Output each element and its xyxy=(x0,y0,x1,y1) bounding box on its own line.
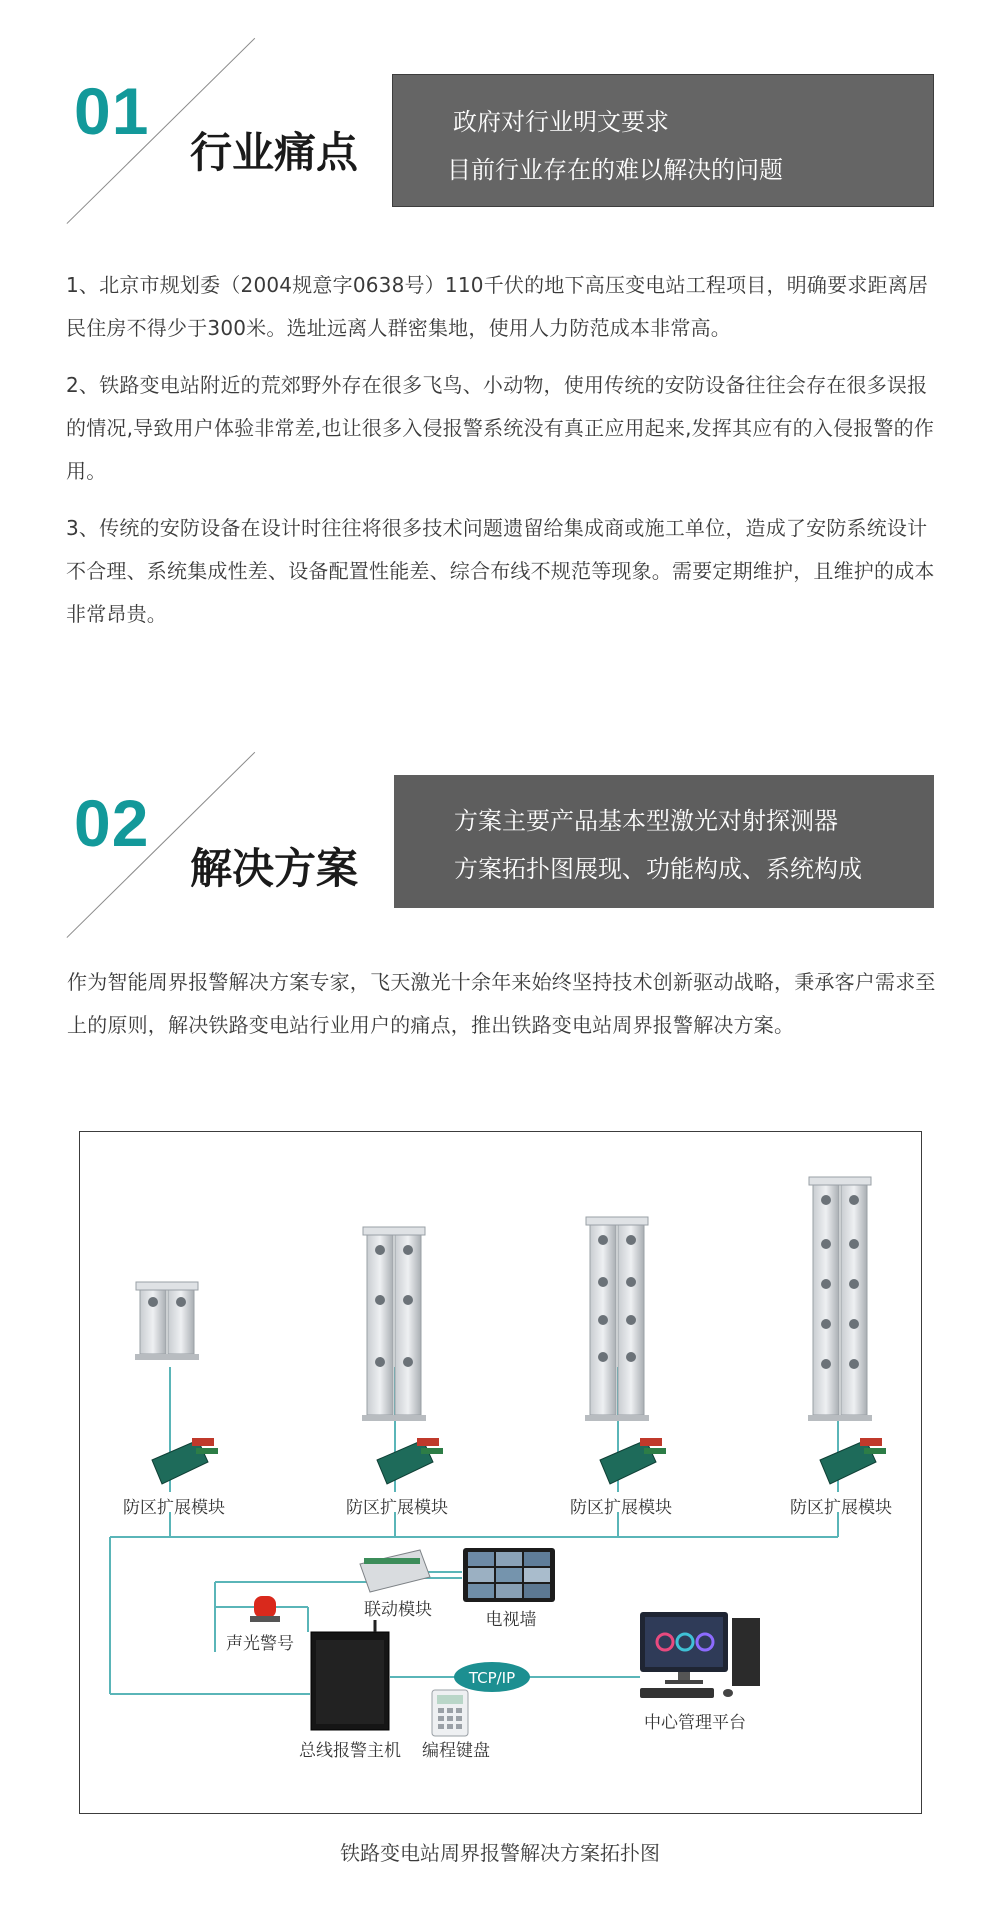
detector-icon xyxy=(808,1177,872,1421)
computer-icon xyxy=(640,1612,760,1698)
banner-line: 方案主要产品基本型激光对射探测器 xyxy=(454,807,838,835)
alarm-host-icon xyxy=(311,1620,389,1730)
zone-module-label: 防区扩展模块 xyxy=(790,1498,892,1518)
keyboard-label: 编程键盘 xyxy=(422,1741,490,1761)
tv-wall-label: 电视墙 xyxy=(485,1610,537,1630)
linkage-module-icon xyxy=(360,1550,430,1592)
banner-line: 方案拓扑图展现、功能构成、系统构成 xyxy=(454,855,862,883)
topology-diagram xyxy=(79,1131,922,1814)
section-number: 01 xyxy=(74,74,150,148)
paragraph: 1、北京市规划委（2004规意字0638号）110千伏的地下高压变电站工程项目，明确要求距离居民住房不得少于300米。选址远离人群密集地，使用人力防范成本非常高。 xyxy=(66,273,929,340)
zone-module-label: 防区扩展模块 xyxy=(346,1498,448,1518)
paragraph: 作为智能周界报警解决方案专家，飞天激光十余年来始终坚持技术创新驱动战略，秉承客户需求至上的原则，解决铁路变电站行业用户的痛点，推出铁路变电站周界报警解决方案。 xyxy=(67,970,936,1037)
paragraph: 2、铁路变电站附近的荒郊野外存在很多飞鸟、小动物，使用传统的安防设备往往会存在很多误报的情况,导致用户体验非常差,也让很多入侵报警系统没有真正应用起来,发挥其应有的入侵报警的作用。 xyxy=(66,373,935,483)
tcp-ip-badge xyxy=(454,1662,530,1692)
platform-label: 中心管理平台 xyxy=(644,1713,746,1733)
section-banner xyxy=(394,775,934,908)
tcp-ip-label: TCP/IP xyxy=(468,1669,516,1687)
keypad-icon xyxy=(432,1690,468,1736)
circuit-board-icon xyxy=(377,1438,443,1484)
detector-icon xyxy=(135,1282,199,1360)
alarm-host-label: 总线报警主机 xyxy=(299,1741,401,1761)
topology-svg xyxy=(80,1132,920,1812)
circuit-board-icon xyxy=(152,1438,218,1484)
connection-lines xyxy=(110,1367,838,1694)
circuit-board-icon xyxy=(600,1438,666,1484)
alarm-light-label: 声光警号 xyxy=(226,1634,294,1654)
section-number: 02 xyxy=(74,786,150,860)
zone-module-label: 防区扩展模块 xyxy=(570,1498,672,1518)
section-title: 解决方案 xyxy=(190,844,359,893)
zone-module-label: 防区扩展模块 xyxy=(123,1498,225,1518)
banner-line: 目前行业存在的难以解决的问题 xyxy=(447,156,783,184)
circuit-board-icon xyxy=(820,1438,886,1484)
section-title: 行业痛点 xyxy=(190,128,359,177)
linkage-module-label: 联动模块 xyxy=(364,1600,432,1620)
paragraph: 3、传统的安防设备在设计时往往将很多技术问题遗留给集成商或施工单位，造成了安防系统设计不合理、系统集成性差、设备配置性能差、综合布线不规范等现象。需要定期维护，且维护的成本非常昂贵。 xyxy=(66,516,935,626)
section-banner xyxy=(392,74,934,207)
diagram-caption: 铁路变电站周界报警解决方案拓扑图 xyxy=(340,1841,660,1865)
tv-wall-icon xyxy=(463,1548,555,1602)
banner-line: 政府对行业明文要求 xyxy=(453,108,669,136)
alarm-light-icon xyxy=(250,1596,280,1622)
